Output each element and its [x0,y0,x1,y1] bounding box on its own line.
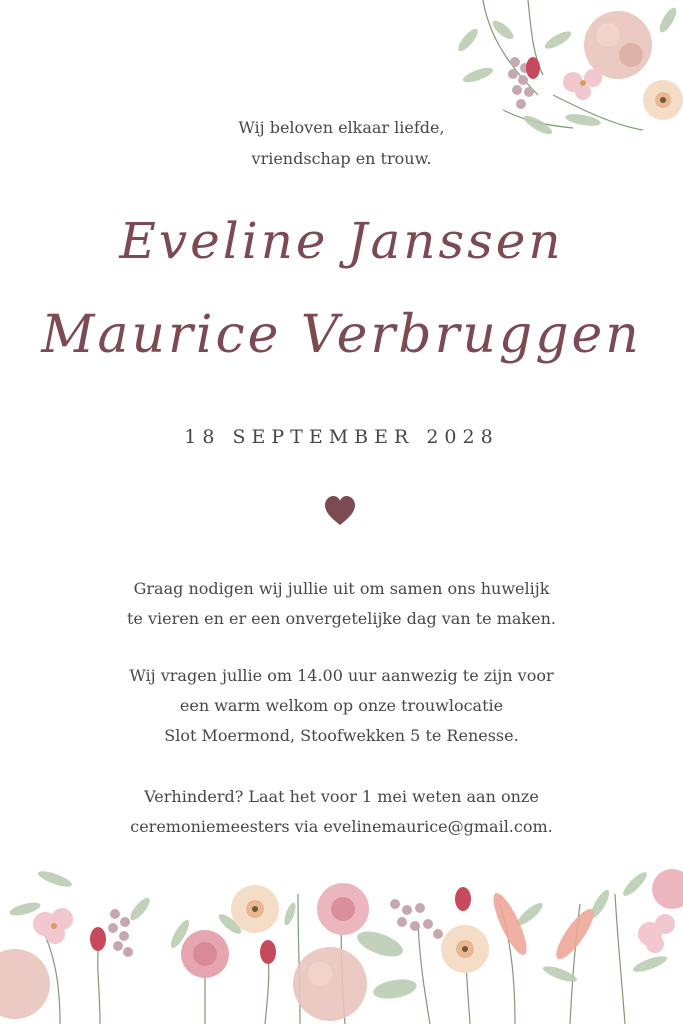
heart-icon [323,494,357,528]
paragraph-line: Wij vragen jullie om 14.00 uur aanwezig te zijn voor [129,666,554,685]
paragraph-line: Graag nodigen wij jullie uit om samen ons huwelijk [133,579,550,598]
hydrangea-flower [584,11,652,79]
pink-blossom-flower [563,69,602,100]
bride-name: Eveline Janssen [119,212,564,270]
groom-name: Maurice Verbruggen [41,305,642,365]
invitation-paragraph-3 [0,782,683,842]
grass-plume [487,889,599,963]
paragraph-line: Slot Moermond, Stoofwekken 5 te Renesse. [164,726,519,745]
rsvp-email-line: ceremoniemeesters via evelinemaurice@gmail.com. [130,817,553,836]
paragraph-line: te vieren en er een onvergetelijke dag van te maken. [127,609,556,628]
paragraph-line: Verhinderd? Laat het voor 1 mei weten aan onze [144,787,539,806]
paragraph-line: een warm welkom op onze trouwlocatie [179,696,504,715]
floral-bottom-border [0,864,683,1024]
invitation-paragraph-2 [0,661,683,751]
thistle-bud [526,57,540,79]
vow-line-1: Wij beloven elkaar liefde, [238,118,445,137]
vow-line-2: vriendschap en trouw. [251,149,432,168]
invitation-paragraph-1 [0,574,683,634]
vow-text [0,112,683,174]
wedding-date: 18 SEPTEMBER 2028 [184,426,499,448]
